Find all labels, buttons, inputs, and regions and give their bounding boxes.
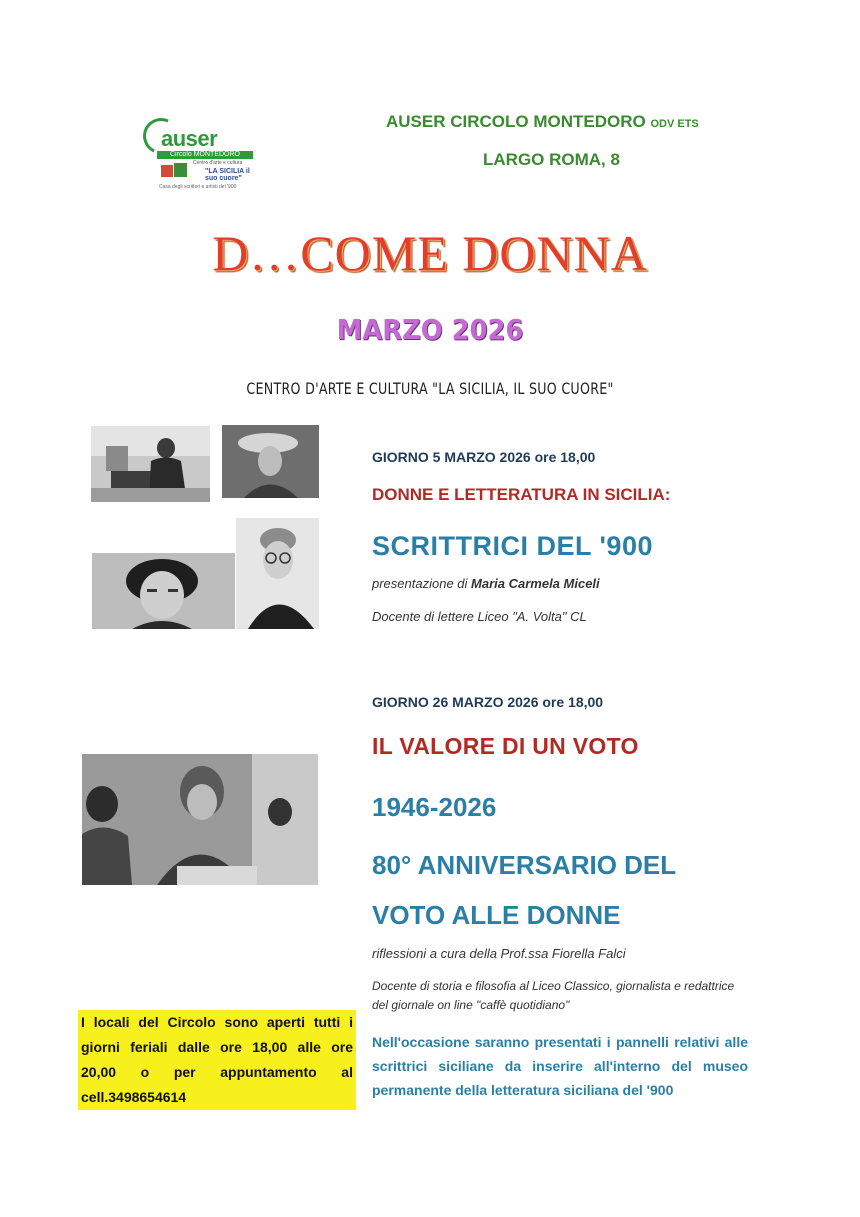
event1-role: Docente di lettere Liceo "A. Volta" CL — [372, 609, 587, 624]
logo-brand: auser — [161, 126, 218, 151]
photo-women-voting — [82, 754, 318, 885]
books-icon — [161, 163, 189, 179]
logo-tagline: Centro d'arte e cultura — [193, 160, 243, 166]
event1-presenter-line — [372, 576, 600, 591]
event2-role: Docente di storia e filosofia al Liceo Classico, giornalista e redattrice del giornale on line "caffè quotidiano" — [372, 979, 735, 1012]
opening-hours: I locali del Circolo sono aperti tutti i giorni feriali dalle ore 18,00 alle ore 20,00 o per appuntamento al cell.3498654614 — [78, 1010, 356, 1110]
event1-date: GIORNO 5 MARZO 2026 ore 18,00 — [372, 449, 596, 465]
org-label: AUSER CIRCOLO MONTEDORO — [386, 112, 646, 131]
photo-woman-hat — [222, 425, 319, 498]
event2-anniversary-line2: VOTO ALLE DONNE — [372, 900, 621, 930]
logo-footer: Casa degli scrittori e artisti del '900 — [159, 184, 237, 190]
org-address: LARGO ROMA, 8 — [483, 150, 620, 169]
org-suffix: ODV ETS — [650, 118, 699, 130]
event2-date: GIORNO 26 MARZO 2026 ore 18,00 — [372, 694, 604, 710]
main-title: D…COME DONNA — [212, 225, 648, 281]
event1-title: SCRITTRICI DEL '900 — [372, 531, 653, 561]
event1-presenter: Maria Carmela Miceli — [471, 576, 600, 591]
photo-writer-typewriter — [91, 426, 210, 502]
center-name: CENTRO D'ARTE E CULTURA "LA SICILIA, IL SUO CUORE" — [246, 379, 614, 398]
event1-topic: DONNE E LETTERATURA IN SICILIA: — [372, 485, 671, 504]
logo-circle-name: Circolo MONTEDORO — [157, 151, 253, 159]
logo-sub: "LA SICILIA il suo cuore" — [205, 168, 250, 182]
event2-curator: riflessioni a cura della Prof.ssa Fiorella Falci — [372, 946, 626, 961]
photo-woman-glasses — [236, 518, 319, 629]
event2-title: IL VALORE DI UN VOTO — [372, 733, 639, 759]
auser-logo — [143, 116, 253, 194]
month-title: MARZO 2026 — [336, 313, 524, 346]
event1-presenter-prefix: presentazione di — [372, 576, 468, 591]
org-name — [386, 112, 699, 132]
photo-woman-portrait — [92, 553, 235, 629]
occasion-note: Nell'occasione saranno presentati i pannelli relativi alle scrittrici siciliane da inserire all'interno del museo permanente della letteratura siciliana del '900 — [372, 1034, 748, 1098]
event2-years: 1946-2026 — [372, 792, 497, 822]
event2-anniversary-line1: 80° ANNIVERSARIO DEL — [372, 850, 677, 880]
